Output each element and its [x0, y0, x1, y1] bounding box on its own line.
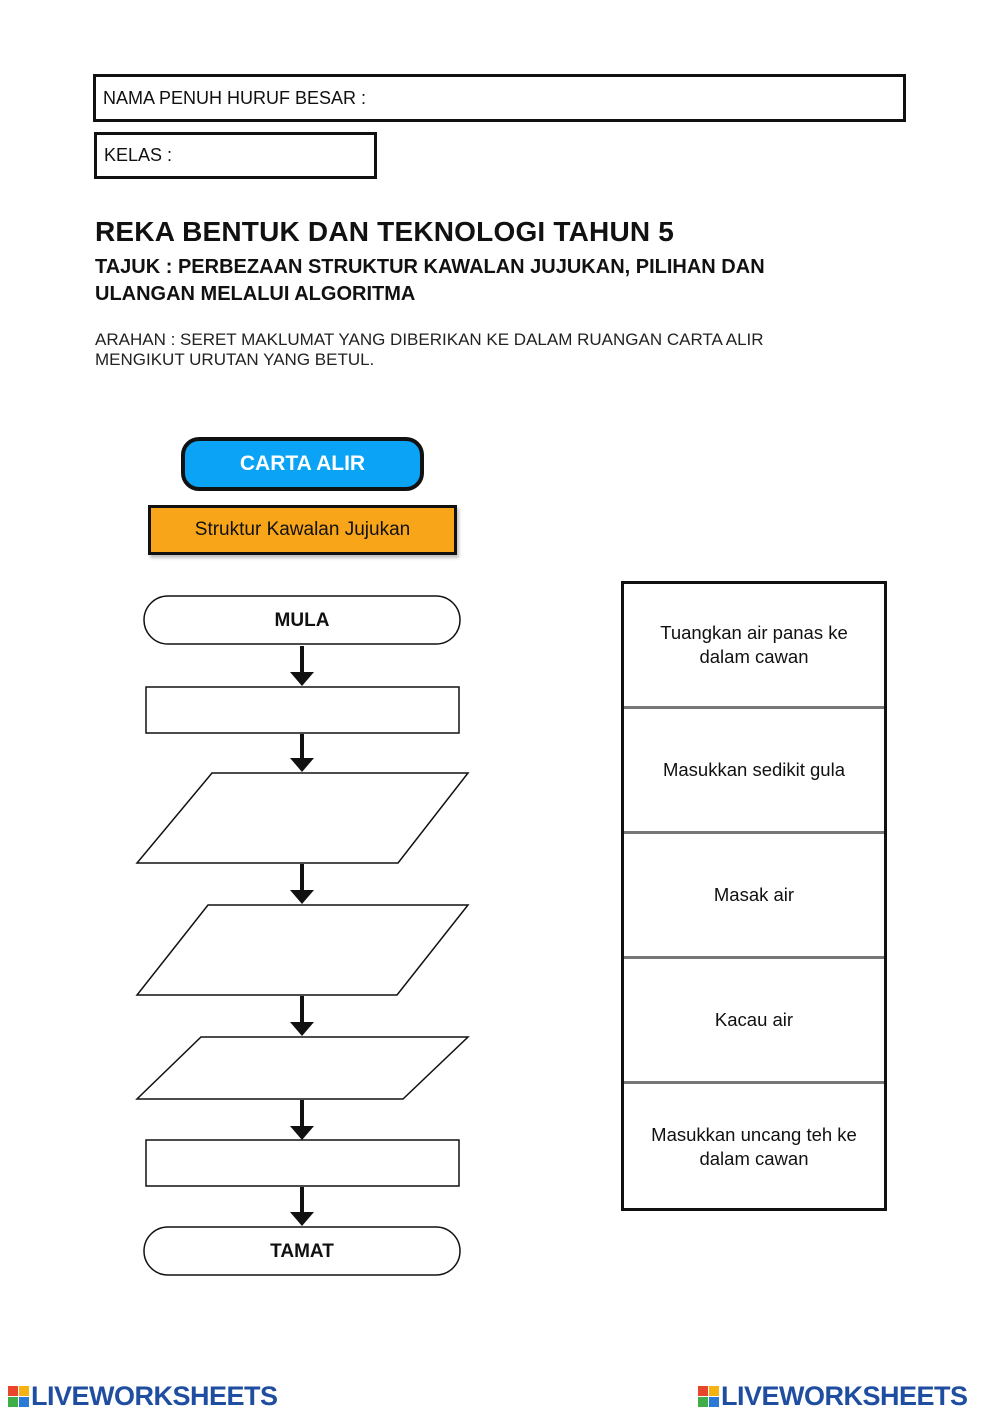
arrow-5-head: [290, 1126, 314, 1140]
liveworksheets-logo-icon: [698, 1386, 719, 1407]
arrow-3-head: [290, 890, 314, 904]
arrow-4-head: [290, 1022, 314, 1036]
end-label: TAMAT: [270, 1241, 334, 1262]
process-drop-zone-2[interactable]: [146, 1140, 459, 1186]
option-card-3[interactable]: [624, 834, 884, 959]
option-text: Masukkan uncang teh ke dalam cawan: [651, 1123, 857, 1169]
option-text: Kacau air: [714, 1009, 794, 1030]
name-field-label: NAMA PENUH HURUF BESAR :: [103, 87, 367, 108]
option-text: Masukkan sedikit gula: [662, 759, 845, 780]
worksheet-subtitle: TAJUK : PERBEZAAN STRUKTUR KAWALAN JUJUKAN, PILIHAN DAN ULANGAN MELALUI ALGORITMA: [95, 256, 765, 305]
option-card-1[interactable]: [624, 584, 884, 709]
io-drop-zone-3[interactable]: [137, 1037, 468, 1099]
arrow-1-head: [290, 672, 314, 686]
start-label: MULA: [274, 610, 330, 631]
io-drop-zone-2[interactable]: [137, 905, 468, 995]
arrow-6-head: [290, 1212, 314, 1226]
options-panel: [621, 581, 887, 1211]
option-card-5[interactable]: [624, 1084, 884, 1209]
option-card-2[interactable]: [624, 709, 884, 834]
instructions: ARAHAN : SERET MAKLUMAT YANG DIBERIKAN KE DALAM RUANGAN CARTA ALIR MENGIKUT URUTAN YANG BETUL.: [95, 330, 764, 369]
option-text: Masak air: [713, 884, 795, 905]
brand-text: LIVEWORKSHEETS: [721, 1381, 968, 1411]
arrow-2-head: [290, 758, 314, 772]
brand-text: LIVEWORKSHEETS: [31, 1381, 278, 1411]
carta-alir-label: CARTA ALIR: [239, 452, 366, 475]
liveworksheets-logo-left: [8, 1381, 278, 1412]
structure-label-text: Struktur Kawalan Jujukan: [194, 519, 411, 540]
option-card-4[interactable]: [624, 959, 884, 1084]
worksheet-title: REKA BENTUK DAN TEKNOLOGI TAHUN 5: [95, 216, 675, 247]
class-field-label: KELAS :: [104, 145, 173, 165]
process-drop-zone-1[interactable]: [146, 687, 459, 733]
option-text: Tuangkan air panas ke dalam cawan: [660, 622, 848, 667]
liveworksheets-logo-right: [698, 1381, 968, 1412]
liveworksheets-logo-icon: [8, 1386, 29, 1407]
io-drop-zone-1[interactable]: [137, 773, 468, 863]
